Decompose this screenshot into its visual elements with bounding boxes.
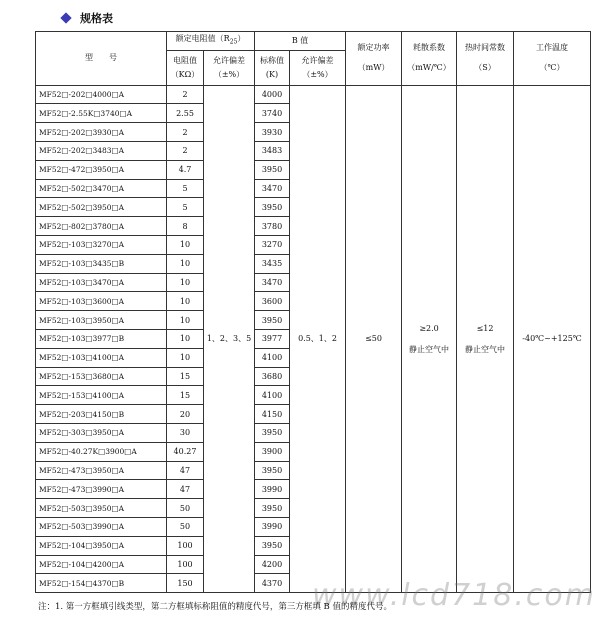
b-nominal-cell: 3950 (255, 461, 290, 480)
header-b-nominal: 标称值 (K) (255, 50, 290, 85)
b-nominal-cell: 4200 (255, 555, 290, 574)
resistance-value-cell: 10 (167, 273, 204, 292)
resistance-value-cell: 30 (167, 423, 204, 442)
b-nominal-cell: 4370 (255, 574, 290, 593)
resistance-value-cell: 150 (167, 574, 204, 593)
resistance-value-cell: 10 (167, 254, 204, 273)
power-cell: ≤50 (346, 85, 402, 593)
b-nominal-cell: 3950 (255, 499, 290, 518)
model-cell: MF52□-473□3950□A (36, 461, 167, 480)
model-cell: MF52□-502□3470□A (36, 179, 167, 198)
header-dissipation: 耗散系数 （mW/℃） (402, 32, 457, 86)
b-nominal-cell: 3270 (255, 235, 290, 254)
resistance-value-cell: 40.27 (167, 442, 204, 461)
header-b-tolerance: 允许偏差 （±%） (290, 50, 346, 85)
model-cell: MF52□-103□3435□B (36, 254, 167, 273)
header-resistance-tolerance: 允许偏差 （±%） (204, 50, 255, 85)
b-nominal-cell: 3977 (255, 329, 290, 348)
model-cell: MF52□-2.55K□3740□A (36, 104, 167, 123)
header-resistance-group: 额定电阻值$(R_{25})$ (167, 32, 255, 51)
b-nominal-cell: 3483 (255, 141, 290, 160)
resistance-value-cell: 2 (167, 141, 204, 160)
b-tolerance-cell: 0.5、1、2 (290, 85, 346, 593)
resistance-value-cell: 4.7 (167, 160, 204, 179)
resistance-value-cell: 20 (167, 405, 204, 424)
resistance-value-cell: 47 (167, 480, 204, 499)
model-cell: MF52□-103□3977□B (36, 329, 167, 348)
model-cell: MF52□-203□4150□B (36, 405, 167, 424)
model-cell: MF52□-103□3270□A (36, 235, 167, 254)
b-nominal-cell: 4100 (255, 348, 290, 367)
b-nominal-cell: 3930 (255, 123, 290, 142)
b-nominal-cell: 3950 (255, 536, 290, 555)
model-cell: MF52□-103□3470□A (36, 273, 167, 292)
b-nominal-cell: 3950 (255, 160, 290, 179)
model-cell: MF52□-502□3950□A (36, 198, 167, 217)
model-cell: MF52□-153□4100□A (36, 386, 167, 405)
b-nominal-cell: 3470 (255, 179, 290, 198)
b-nominal-cell: 3435 (255, 254, 290, 273)
header-model: 型 号 (36, 32, 167, 86)
model-cell: MF52□-103□3600□A (36, 292, 167, 311)
b-nominal-cell: 3900 (255, 442, 290, 461)
resistance-value-cell: 5 (167, 198, 204, 217)
model-cell: MF52□-154□4370□B (36, 574, 167, 593)
model-cell: MF52□-202□3483□A (36, 141, 167, 160)
model-cell: MF52□-802□3780□A (36, 217, 167, 236)
model-cell: MF52□-202□4000□A (36, 85, 167, 104)
resistance-value-cell: 8 (167, 217, 204, 236)
resistance-value-cell: 5 (167, 179, 204, 198)
header-resistance-value: 电阻值 （KΩ） (167, 50, 204, 85)
b-nominal-cell: 3470 (255, 273, 290, 292)
resistance-value-cell: 15 (167, 367, 204, 386)
dissipation-cell: ≥2.0 静止空气中 (402, 85, 457, 593)
b-nominal-cell: 4000 (255, 85, 290, 104)
b-nominal-cell: 3990 (255, 480, 290, 499)
resistance-value-cell: 10 (167, 292, 204, 311)
model-cell: MF52□-104□4200□A (36, 555, 167, 574)
b-nominal-cell: 3600 (255, 292, 290, 311)
model-cell: MF52□-503□3950□A (36, 499, 167, 518)
resistance-value-cell: 100 (167, 536, 204, 555)
model-cell: MF52□-104□3950□A (36, 536, 167, 555)
resistance-value-cell: 10 (167, 329, 204, 348)
resistance-value-cell: 10 (167, 311, 204, 330)
table-row (36, 85, 591, 104)
model-cell: MF52□-103□3950□A (36, 311, 167, 330)
resistance-value-cell: 50 (167, 517, 204, 536)
resistance-tolerance-cell: 1、2、3、5 (204, 85, 255, 593)
resistance-value-cell: 100 (167, 555, 204, 574)
b-nominal-cell: 3740 (255, 104, 290, 123)
resistance-value-cell: 47 (167, 461, 204, 480)
header-b-group: B 值 (255, 32, 346, 51)
model-cell: MF52□-202□3930□A (36, 123, 167, 142)
b-nominal-cell: 3780 (255, 217, 290, 236)
b-nominal-cell: 3950 (255, 311, 290, 330)
model-cell: MF52□-40.27K□3900□A (36, 442, 167, 461)
b-nominal-cell: 3950 (255, 198, 290, 217)
section-heading-text: 规格表 (80, 12, 113, 25)
b-nominal-cell: 3990 (255, 517, 290, 536)
header-time-constant: 热时间常数 （S） (457, 32, 514, 86)
resistance-value-cell: 2.55 (167, 104, 204, 123)
header-temperature: 工作温度 （℃） (514, 32, 591, 86)
spec-table (35, 31, 591, 593)
model-cell: MF52□-472□3950□A (36, 160, 167, 179)
model-cell: MF52□-473□3990□A (36, 480, 167, 499)
resistance-value-cell: 2 (167, 123, 204, 142)
time-constant-cell: ≤12 静止空气中 (457, 85, 514, 593)
resistance-value-cell: 15 (167, 386, 204, 405)
temperature-cell: -40℃~+125℃ (514, 85, 591, 593)
resistance-value-cell: 10 (167, 348, 204, 367)
model-cell: MF52□-503□3990□A (36, 517, 167, 536)
spec-table-body (36, 85, 591, 593)
b-nominal-cell: 4100 (255, 386, 290, 405)
resistance-value-cell: 50 (167, 499, 204, 518)
resistance-value-cell: 2 (167, 85, 204, 104)
resistance-value-cell: 10 (167, 235, 204, 254)
footnote: 注：1. 第一方框填引线类型，第二方框填标称阻值的精度代号，第三方框填 B 值的精度代号。 (38, 602, 392, 612)
watermark: www.lcd718.com (312, 578, 596, 613)
header-power: 额定功率 （mW） (346, 32, 402, 86)
diamond-bullet-icon (60, 12, 71, 23)
model-cell: MF52□-153□3680□A (36, 367, 167, 386)
b-nominal-cell: 3680 (255, 367, 290, 386)
model-cell: MF52□-303□3950□A (36, 423, 167, 442)
section-heading (62, 9, 113, 27)
model-cell: MF52□-103□4100□A (36, 348, 167, 367)
b-nominal-cell: 4150 (255, 405, 290, 424)
b-nominal-cell: 3950 (255, 423, 290, 442)
